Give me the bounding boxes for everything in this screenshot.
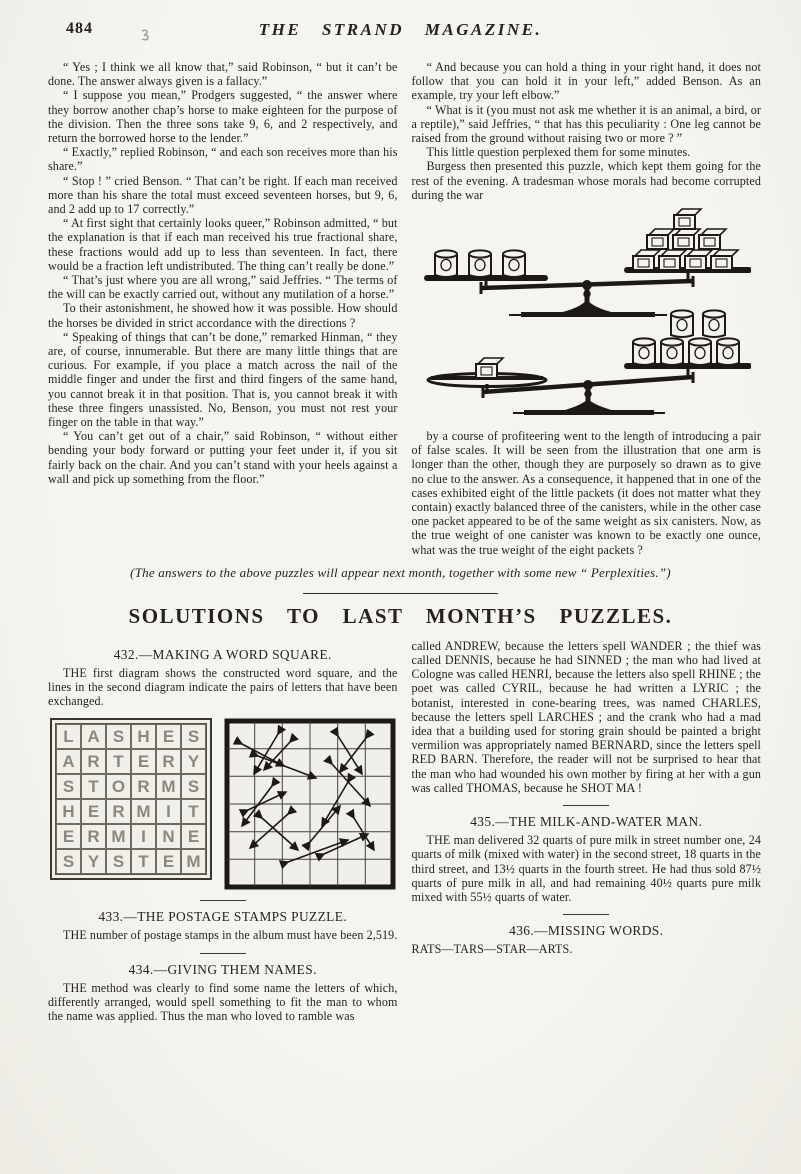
paragraph: by a course of profiteering went to the length of introducing a pair of false scales. It will be seen from the illustration that one arm is longer than the other, though they are purposely so drawn as to give no clue to the answer. As a consequence, it happened that in one of the cases exhibited eight of the little packets (it does not matter what they contain) exactly balanced three of the canisters, while in the other case one packet appeared to be of the same weight as six canisters. Now, as the true weight of one canister was known to be exactly one ounce, what was the true weight of the eight packets ? [411, 429, 761, 557]
paragraph: THE first diagram shows the constructed word square, and the lines in the second diagram indicate the pairs of letters that have been exchanged. [48, 665, 398, 709]
word-square-cell: T [131, 849, 156, 874]
word-square-cell: R [106, 799, 131, 824]
exchange-lines-diagram [224, 718, 396, 890]
word-square-cell: E [156, 849, 181, 874]
word-square-cell: R [81, 749, 106, 774]
word-square-cell: H [131, 724, 156, 749]
section-divider [563, 805, 609, 806]
puzzle-434-title: 434.—GIVING THEM NAMES. [128, 961, 317, 977]
section-divider [303, 593, 498, 594]
word-square-cell: H [56, 799, 81, 824]
word-square-cell: M [156, 774, 181, 799]
paragraph: “ Yes ; I think we all know that,” said Robinson, “ but it can’t be done. The answer always given is a fallacy.” [48, 60, 398, 89]
solutions-heading: SOLUTIONS TO LAST MONTH’S PUZZLES. [128, 603, 673, 628]
paragraph: “ You can’t get out of a chair,” said Robinson, “ without either bending your body forward or putting your feet under it, if you sit fairly back on the chair. And you can’t stand with your heels against a wall and pick up something from the floor.” [48, 429, 398, 486]
word-square-cell: N [156, 824, 181, 849]
article-left-column [48, 60, 398, 557]
puzzle-433-title: 433.—THE POSTAGE STAMPS PUZZLE. [98, 909, 348, 925]
paragraph: “ Stop ! ” cried Benson. “ That can’t be right. If each man received more than his share the total must exceed seventeen horses, but 9, 6, and 2 add up to 17 correctly.” [48, 173, 398, 217]
paragraph: “ And because you can hold a thing in your right hand, it does not follow that you can hold it in your left,” added Benson. As an example, try your left elbow.” [411, 60, 761, 103]
word-square-cell: R [81, 824, 106, 849]
page-number: 484 [66, 20, 93, 37]
puzzle-436-title: 436.—MISSING WORDS. [509, 923, 664, 939]
paragraph: “ That’s just where you are all wrong,” said Jeffries. “ The terms of the will can be exactly carried out, without any mutilation of a horse.” [48, 273, 398, 302]
word-square-cell: M [106, 824, 131, 849]
word-square-cell: E [181, 824, 206, 849]
word-square-cell: S [106, 849, 131, 874]
word-square-cell: M [131, 799, 156, 824]
top-scale [427, 209, 749, 317]
word-square-cell: M [181, 849, 206, 874]
word-square-cell: E [81, 799, 106, 824]
paragraph: “ Speaking of things that can’t be done,” remarked Hinman, “ they are, of course, innumerable. But there are many little things that are curious. For example, if you place a match across the nail of the middle finger and under the first and third fingers of the same hand, you cannot break it in that position. That is, you cannot break it with these three fingers unassisted. No, Benson, you must not rest your finger on the table in that way.” [48, 329, 398, 430]
word-square-cell: R [156, 749, 181, 774]
balance-scales-illustration [412, 208, 762, 425]
word-square-cell: Y [81, 849, 106, 874]
section-divider [200, 900, 246, 901]
paragraph: This little question perplexed them for some minutes. [426, 145, 691, 160]
paragraph: THE method was clearly to find some name the letters of which, differently arranged, would spell something to fit the man to whom the name was applied. Thus the man who loved to ramble was [48, 980, 398, 1024]
puzzle-432-title: 432.—MAKING A WORD SQUARE. [113, 646, 332, 662]
answers-footnote: (The answers to the above puzzles will appear next month, together with some new “ Perplexities.”) [130, 564, 671, 580]
missing-words-answer: RATS—TARS—STAR—ARTS. [411, 942, 573, 957]
word-square-cell: S [181, 724, 206, 749]
word-square-cell: T [181, 799, 206, 824]
word-square-cell: T [81, 774, 106, 799]
paragraph: Burgess then presented this puzzle, which kept them going for the rest of the evening. A tradesman whose morals had become corrupted during the war [411, 159, 761, 202]
word-square-cell: R [131, 774, 156, 799]
paragraph: “ At first sight that certainly looks queer,” Robinson admitted, “ but the explanation is that if each man received his true fractional share, these fractions would add up to less than seventeen. In fact, there would be a fraction left undistributed. The thing can’t really be done.” [48, 216, 398, 273]
paragraph: “ I suppose you mean,” Prodgers suggested, “ the answer where they borrow another chap’s horse to make eighteen for the purpose of the division. Then the three sons take 9, 6, and 2 respectively, and return the borrowed horse to the lender.” [48, 88, 398, 146]
solutions-right-column [412, 639, 762, 1023]
word-square-cell: A [81, 724, 106, 749]
word-square-cell: S [181, 774, 206, 799]
word-square-cell: I [156, 799, 181, 824]
word-square-cell: E [56, 824, 81, 849]
paragraph: “ Exactly,” replied Robinson, “ and each son receives more than his share.” [48, 145, 398, 174]
word-square-cell: A [56, 749, 81, 774]
word-square-cell: S [106, 724, 131, 749]
page-header [0, 0, 801, 50]
word-square-cell: I [131, 824, 156, 849]
puzzle-435-title: 435.—THE MILK-AND-WATER MAN. [470, 814, 703, 830]
word-square-cell: L [56, 724, 81, 749]
paragraph: THE number of postage stamps in the album must have been 2,519. [63, 928, 398, 943]
section-divider [200, 953, 246, 954]
word-square-cell: S [56, 774, 81, 799]
paragraph: To their astonishment, he showed how it was possible. How should the horses be divided in strict accordance with the directions ? [48, 301, 398, 330]
solutions-left-column [48, 639, 398, 1023]
word-square-diagrams [50, 718, 396, 890]
false-scales-drawing [421, 208, 751, 420]
word-square-cell: Y [181, 749, 206, 774]
word-square-grid [50, 718, 212, 880]
paragraph: “ What is it (you must not ask me whether it is an animal, a bird, or a reptile),” said Jeffries, “ that has this peculiarity : One leg cannot be raised from the ground without raising two or more ? ” [411, 102, 761, 146]
ink-smudge [138, 28, 152, 47]
solutions-columns [0, 639, 801, 1023]
word-square-cell: E [156, 724, 181, 749]
word-square-cell: O [106, 774, 131, 799]
ink-smudge-mark [138, 28, 152, 42]
section-divider [563, 914, 609, 915]
paragraph: called ANDREW, because the letters spell WANDER ; the thief was called DENNIS, because he had SINNED ; the man who had lived at Cologne was called HENRI, because the letters also spell RHINE ; the poet was called CYRIL, because he had written a LYRIC ; the botanist, interested in cone-bearing trees, was named CHARLES, because the letters spell LARCHES ; and the crank who had a mad idea that a building used for storing grain should be painted a bright vermilion was appropriately named BERNARD, since the letters spell RED BARN. Therefore, the reader will not be surprised to hear that the man who had wounded his own mother by firing at her with a gun was called THOMAS, because he SHOT MA ! [411, 638, 761, 795]
word-square-cell: S [56, 849, 81, 874]
bottom-scale [428, 310, 749, 415]
paragraph: THE man delivered 32 quarts of pure milk in street number one, 24 quarts of milk (mixed with water) in the second street, 18 quarts in the third street, and 13½ quarts in the fourth street. He had thus sold 87½ quarts of pure milk in all, and had remaining 40½ quarts pure milk mixed with 55½ quarts of water. [411, 833, 761, 904]
word-square-cell: E [131, 749, 156, 774]
article-right-column [412, 60, 762, 557]
magazine-title: THE STRAND MAGAZINE. [258, 20, 543, 39]
word-square-cell: T [106, 749, 131, 774]
article-columns [0, 50, 801, 557]
